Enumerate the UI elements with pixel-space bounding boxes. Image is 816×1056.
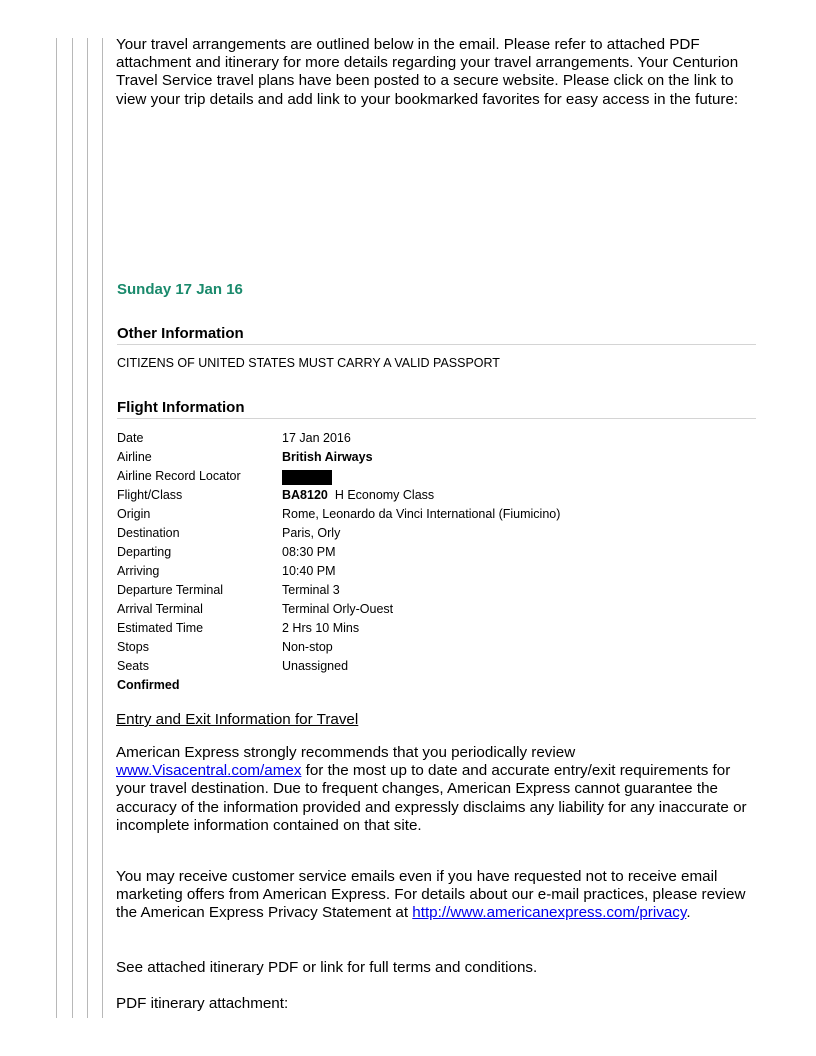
flight-class: H Economy Class [334, 488, 435, 502]
flight-row-date [117, 429, 560, 448]
email-practices-paragraph [116, 868, 756, 923]
flight-row-stops [117, 638, 560, 657]
row-value: Terminal Orly-Ouest [282, 602, 394, 616]
row-label: Departure Terminal [117, 583, 224, 597]
row-label: Stops [117, 640, 149, 654]
email-body [116, 36, 756, 1012]
row-label: Date [117, 431, 144, 445]
airline-name: British Airways [282, 450, 373, 464]
row-label: Estimated Time [117, 621, 204, 635]
row-value: 2 Hrs 10 Mins [282, 621, 360, 635]
flight-row-record-locator [117, 467, 560, 486]
row-value: Non-stop [282, 640, 333, 654]
flight-row-seats [117, 657, 560, 676]
row-value: Paris, Orly [282, 526, 341, 540]
row-value: Terminal 3 [282, 583, 340, 597]
quote-bar [72, 38, 73, 1018]
itinerary-date-heading: Sunday 17 Jan 16 [117, 281, 243, 298]
entry-text-after: for the most up to date and accurate entry/exit requirements for your travel destination. Due to frequent changes, American Express cannot guarantee the accuracy of the information provided and expressly disclaims any liability for any inaccurate or incomplete information contained on that site. [116, 762, 747, 834]
entry-exit-paragraph [116, 744, 756, 835]
passport-notice: CITIZENS OF UNITED STATES MUST CARRY A VALID PASSPORT [117, 356, 500, 370]
quote-bar [56, 38, 57, 1018]
row-label: Airline [117, 450, 152, 464]
intro-paragraph: Your travel arrangements are outlined below in the email. Please refer to attached PDF attachment and itinerary for more details regarding your travel arrangements. Your Centurion Travel Service travel plans have been posted to a secure website. Please click on the link to view your trip details and add link to your bookmarked favorites for easy access in the future: [116, 36, 739, 108]
row-label: Airline Record Locator [117, 469, 241, 483]
row-value: Unassigned [282, 659, 349, 673]
email-text-before: You may receive customer service emails even if you have requested not to receive email marketing offers from American Express. For details about our e-mail practices, please review the American Express Privacy Statement at [116, 868, 746, 922]
record-locator-value [282, 467, 332, 486]
flight-row-departing [117, 543, 560, 562]
entry-text-before: American Express strongly recommends that you periodically review [116, 744, 576, 761]
see-attached-paragraph: See attached itinerary PDF or link for full terms and conditions. [116, 959, 538, 976]
other-information-title: Other Information [117, 325, 756, 345]
row-label: Destination [117, 526, 180, 540]
email-text-after: . [686, 904, 691, 922]
flight-information-title: Flight Information [117, 399, 756, 419]
row-label: Origin [117, 507, 151, 521]
row-label: Arriving [117, 564, 160, 578]
visacentral-link[interactable]: www.Visacentral.com/amex [116, 762, 302, 780]
row-label: Arrival Terminal [117, 602, 203, 616]
row-value [282, 486, 434, 505]
flight-details-table [117, 429, 560, 695]
flight-row-departure-terminal [117, 581, 560, 600]
privacy-link[interactable]: http://www.americanexpress.com/privacy [412, 904, 687, 922]
quote-bar [102, 38, 103, 1018]
row-label: Departing [117, 545, 172, 559]
row-value: 10:40 PM [282, 564, 336, 578]
row-value: 08:30 PM [282, 545, 336, 559]
row-value: 17 Jan 2016 [282, 431, 351, 445]
flight-row-arriving [117, 562, 560, 581]
flight-status-row [117, 676, 560, 695]
flight-row-destination [117, 524, 560, 543]
redaction-block [282, 470, 332, 485]
flight-row-arrival-terminal [117, 600, 560, 619]
row-label: Seats [117, 659, 149, 673]
flight-row-flight-class [117, 486, 560, 505]
pdf-attachment-label: PDF itinerary attachment: [116, 995, 289, 1012]
flight-number: BA8120 [282, 488, 328, 502]
flight-row-airline [117, 448, 560, 467]
row-label: Flight/Class [117, 488, 183, 502]
quote-bar [87, 38, 88, 1018]
flight-row-estimated-time [117, 619, 560, 638]
entry-exit-title: Entry and Exit Information for Travel [116, 711, 359, 728]
booking-status: Confirmed [117, 678, 180, 692]
row-value: Rome, Leonardo da Vinci International (Fiumicino) [282, 507, 561, 521]
flight-row-origin [117, 505, 560, 524]
